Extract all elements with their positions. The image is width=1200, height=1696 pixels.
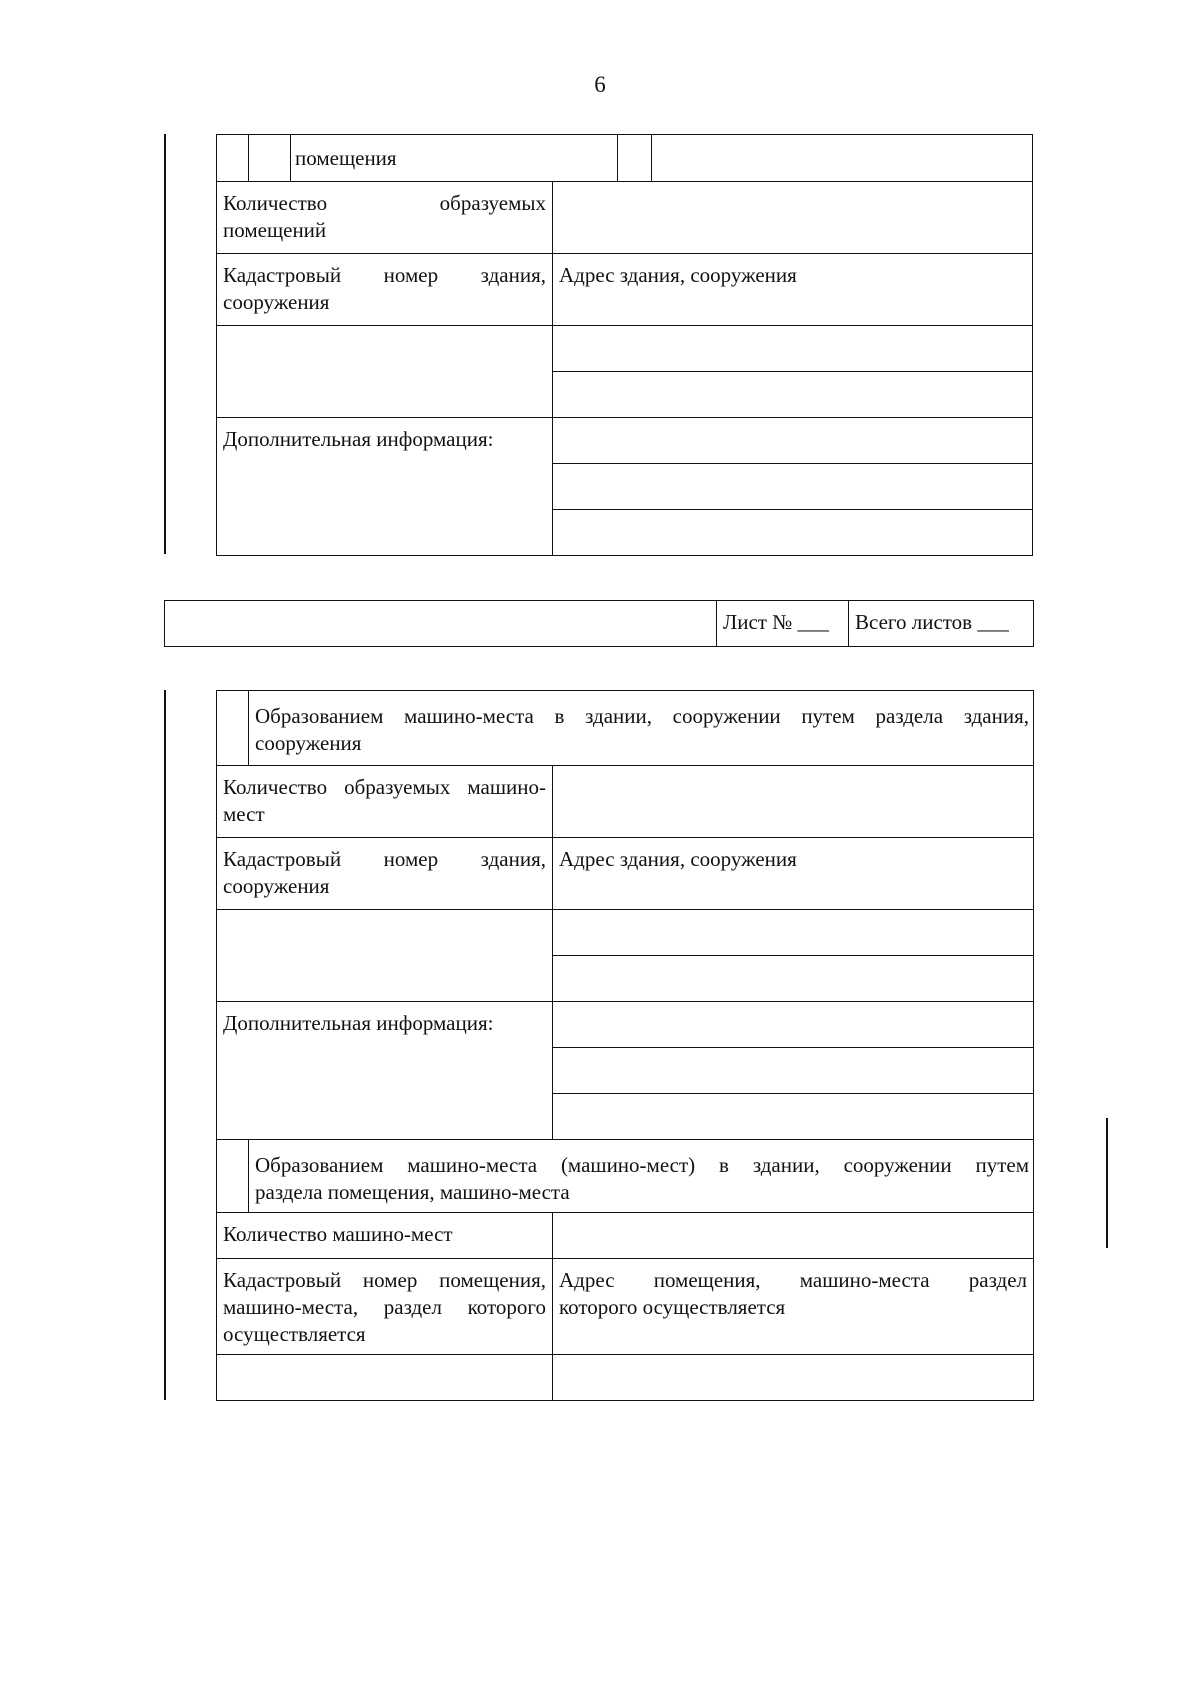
rooms-formation-table bbox=[216, 134, 1033, 556]
rooms-label: помещения bbox=[295, 146, 397, 170]
entry-cell[interactable] bbox=[652, 135, 1032, 181]
checkbox-cell[interactable] bbox=[217, 691, 249, 765]
additional-info-line[interactable] bbox=[553, 464, 1033, 510]
checkbox-cell[interactable] bbox=[217, 1140, 249, 1212]
parking-places-count-label: Количество машино-мест bbox=[217, 1213, 553, 1259]
checkbox-cell[interactable] bbox=[618, 135, 652, 181]
parking-count-value[interactable] bbox=[553, 766, 1034, 838]
cadastral-value[interactable] bbox=[217, 326, 553, 418]
total-sheets: Всего листов ___ bbox=[849, 601, 1034, 647]
additional-info-label: Дополнительная информация: bbox=[217, 1002, 553, 1140]
building-address-label: Адрес здания, сооружения bbox=[553, 254, 1033, 326]
room-address-value[interactable] bbox=[553, 1355, 1034, 1401]
parking-count-label: Количество образуемых машино- мест bbox=[217, 766, 553, 838]
additional-info-line[interactable] bbox=[553, 418, 1033, 464]
address-value-line[interactable] bbox=[553, 372, 1033, 418]
additional-info-label: Дополнительная информация: bbox=[217, 418, 553, 556]
right-margin-mark bbox=[1106, 1118, 1108, 1248]
page-number: 6 bbox=[594, 72, 606, 97]
rooms-count-label: Количество образуемых помещений bbox=[217, 182, 553, 254]
address-value-line[interactable] bbox=[553, 910, 1034, 956]
building-cadastral-label: Кадастровый номер здания, сооружения bbox=[217, 838, 553, 910]
margin-line-top bbox=[164, 134, 166, 554]
address-value-line[interactable] bbox=[553, 956, 1034, 1002]
room-cadastral-label: Кадастровый номер помещения, машино-места, раздел которого осуществляется bbox=[217, 1259, 553, 1355]
rooms-count-value[interactable] bbox=[553, 182, 1033, 254]
additional-info-line[interactable] bbox=[553, 510, 1033, 556]
additional-info-line[interactable] bbox=[553, 1002, 1034, 1048]
room-address-label: Адрес помещения, машино-места раздел которого осуществляется bbox=[553, 1259, 1034, 1355]
sheet-bar-blank bbox=[165, 601, 717, 647]
sheet-bar bbox=[164, 600, 1034, 647]
sheet-number: Лист № ___ bbox=[717, 601, 849, 647]
building-cadastral-label: Кадастровый номер здания, сооружения bbox=[217, 254, 553, 326]
additional-info-line[interactable] bbox=[553, 1048, 1034, 1094]
cadastral-value[interactable] bbox=[217, 910, 553, 1002]
option-building-division: Образованием машино-места в здании, сооружении путем раздела здания, bbox=[255, 704, 1030, 728]
option-room-division: Образованием машино-места (машино-мест) в здании, сооружении путем bbox=[255, 1153, 1030, 1177]
parking-places-count-value[interactable] bbox=[553, 1213, 1034, 1259]
room-cadastral-value[interactable] bbox=[217, 1355, 553, 1401]
parking-formation-table: Образованием машино-места в здании, сооружении путем раздела здания, сооружения Количество образуемых машино- мест Кадастровый номер здания, сооружения Адрес здания, сооружения Дополнительная информация: Образованием машино-места (машино-мест) в здании, сооружении путем раздела помещения, машино-места Количество машино-мест Кадастровый номер помещения, машино-места, раздел которого осуществляется Адрес помещения, машино-места раздел которого осуществляется bbox=[216, 690, 1034, 1401]
checkbox-cell[interactable] bbox=[249, 135, 291, 181]
building-address-label: Адрес здания, сооружения bbox=[553, 838, 1034, 910]
checkbox-cell[interactable] bbox=[217, 135, 249, 181]
additional-info-line[interactable] bbox=[553, 1094, 1034, 1140]
margin-line-bottom bbox=[164, 690, 166, 1400]
address-value-line[interactable] bbox=[553, 326, 1033, 372]
